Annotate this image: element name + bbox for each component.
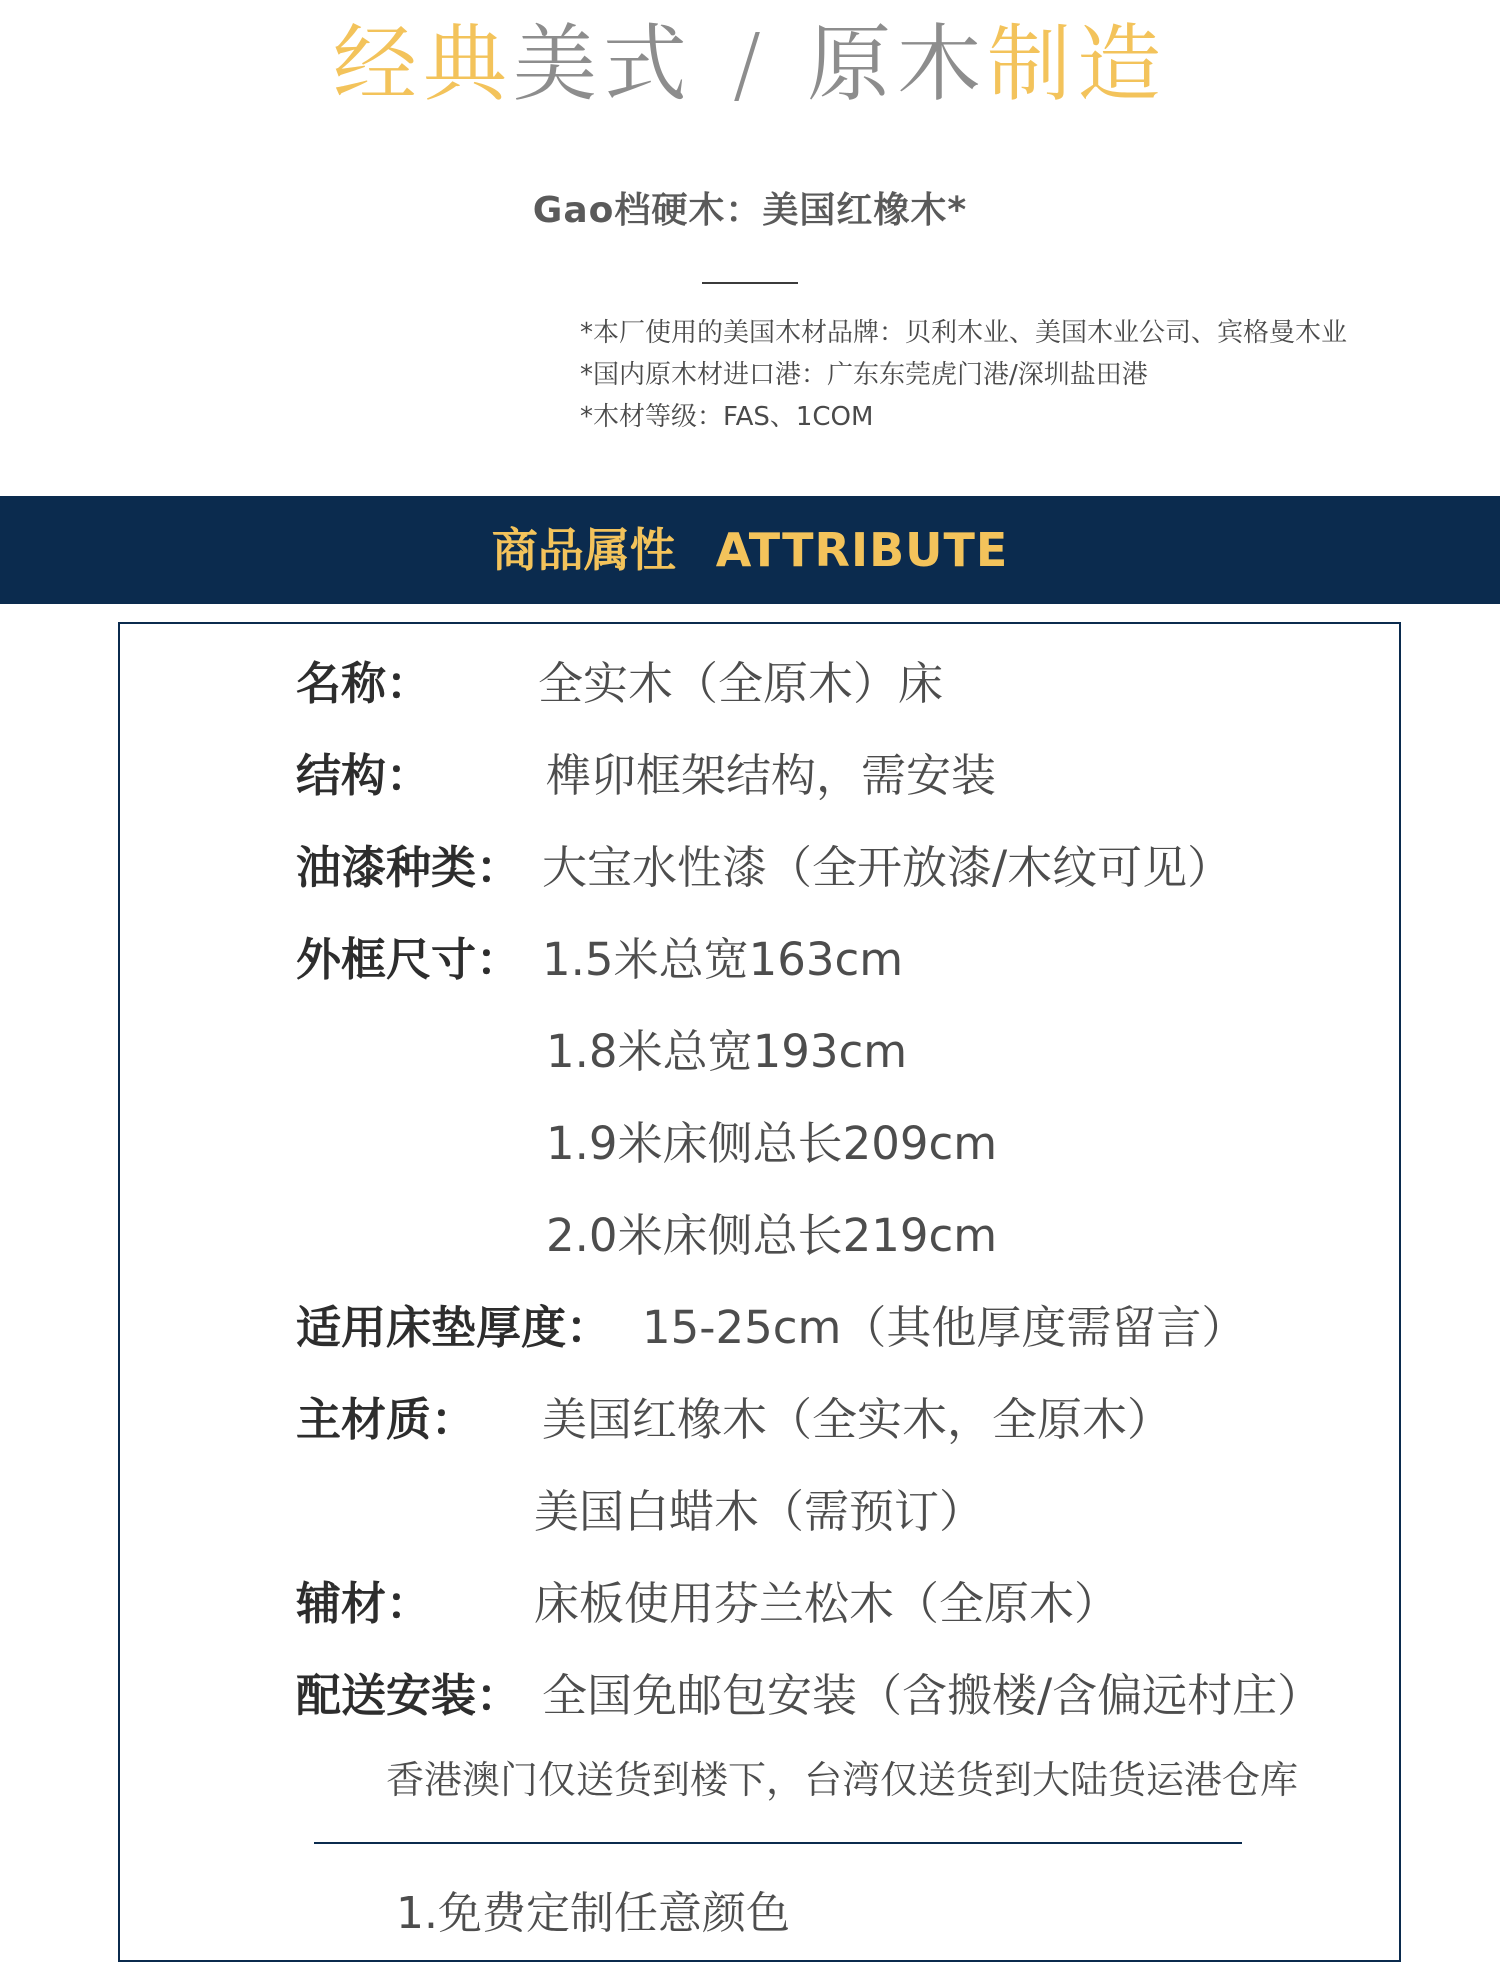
attr-label: 辅材： bbox=[296, 1577, 432, 1630]
hero-title-grey-2: 原木 bbox=[807, 15, 988, 113]
hero-title-separator: / bbox=[732, 15, 768, 113]
wood-notes bbox=[580, 312, 1347, 438]
attr-row-size bbox=[0, 930, 1500, 990]
attr-value: 全国免邮包安装（含搬楼/含偏远村庄） bbox=[542, 1669, 1323, 1722]
attr-row-material bbox=[0, 1390, 1500, 1450]
divider bbox=[702, 282, 798, 284]
attr-row-material-cont bbox=[0, 1482, 1500, 1542]
attr-row-delivery bbox=[0, 1666, 1500, 1726]
note-line: *国内原木材进口港：广东东莞虎门港/深圳盐田港 bbox=[580, 360, 1148, 390]
hero-title-grey-1: 美式 bbox=[512, 15, 693, 113]
banner-title-zh: 商品属性 bbox=[491, 523, 676, 577]
attr-label: 配送安装： bbox=[296, 1669, 522, 1722]
attr-label: 外框尺寸： bbox=[296, 933, 522, 986]
attr-value: 15-25cm（其他厚度需留言） bbox=[642, 1301, 1247, 1354]
attr-value: 美国白蜡木（需预订） bbox=[534, 1485, 985, 1538]
hero-title-gold-1: 经典 bbox=[332, 15, 513, 113]
attr-value: 1.5米总宽163cm bbox=[542, 933, 904, 986]
hero-title bbox=[0, 14, 1500, 114]
attribute-banner bbox=[0, 496, 1500, 604]
attr-value: 美国红橡木（全实木，全原木） bbox=[542, 1393, 1173, 1446]
attr-value: 大宝水性漆（全开放漆/木纹可见） bbox=[542, 841, 1233, 894]
attr-value: 2.0米床侧总长219cm bbox=[546, 1209, 998, 1262]
wood-grade bbox=[0, 182, 1500, 233]
attr-row-paint bbox=[0, 838, 1500, 898]
attr-row-aux bbox=[0, 1574, 1500, 1634]
banner-title-en: ATTRIBUTE bbox=[715, 523, 1009, 577]
attr-label: 名称： bbox=[296, 657, 432, 710]
note-line: *木材等级：FAS、1COM bbox=[580, 402, 874, 432]
divider bbox=[314, 1842, 1242, 1844]
attr-value: 床板使用芬兰松木（全原木） bbox=[534, 1577, 1120, 1630]
attr-label: 油漆种类： bbox=[296, 841, 522, 894]
hero-title-gold-2: 制造 bbox=[987, 15, 1168, 113]
attr-row-structure bbox=[0, 746, 1500, 806]
attr-value: 榫卯框架结构，需安装 bbox=[546, 749, 997, 802]
delivery-note: 香港澳门仅送货到楼下，台湾仅送货到大陆货运港仓库 bbox=[386, 1758, 1299, 1802]
attr-value: 1.8米总宽193cm bbox=[546, 1025, 908, 1078]
wood-grade-value: 美国红橡木* bbox=[762, 190, 968, 231]
attr-row-mattress bbox=[0, 1298, 1500, 1358]
attr-row-name bbox=[0, 654, 1500, 714]
attr-value: 全实木（全原木）床 bbox=[538, 657, 944, 710]
attr-value: 1.9米床侧总长209cm bbox=[546, 1117, 998, 1170]
attr-row-size-cont bbox=[0, 1206, 1500, 1266]
attr-label: 结构： bbox=[296, 749, 432, 802]
attr-label: 主材质： bbox=[296, 1393, 477, 1446]
attr-label: 适用床垫厚度： bbox=[296, 1301, 612, 1354]
attr-row-size-cont bbox=[0, 1022, 1500, 1082]
wood-grade-label: Gao档硬木： bbox=[532, 190, 763, 231]
note-line: *本厂使用的美国木材品牌：贝利木业、美国木业公司、宾格曼木业 bbox=[580, 318, 1348, 348]
custom-color-line: 1.免费定制任意颜色 bbox=[396, 1888, 790, 1939]
attr-row-size-cont bbox=[0, 1114, 1500, 1174]
